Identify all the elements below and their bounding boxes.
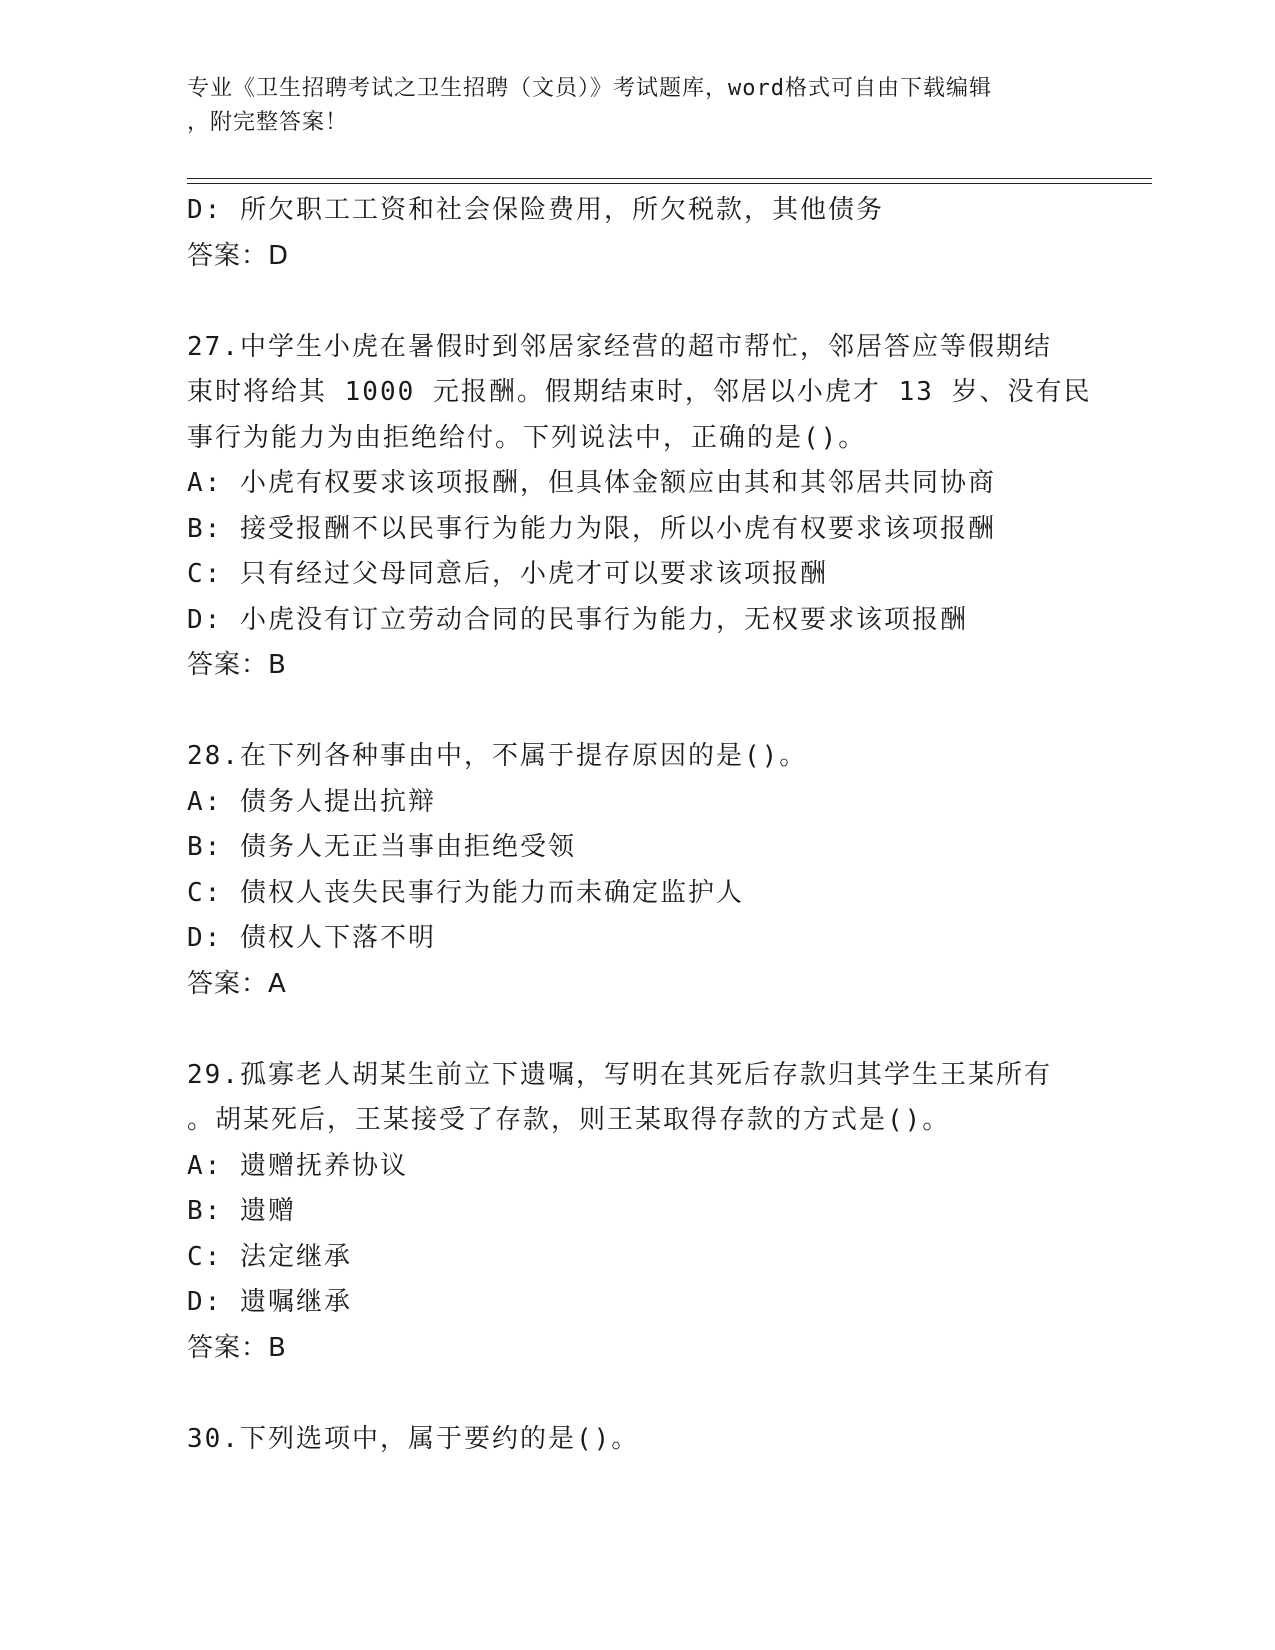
spacer	[187, 689, 1087, 735]
question-29	[187, 1053, 1087, 1372]
option-b: B: 债务人无正当事由拒绝受领	[187, 832, 576, 862]
option-d: D: 债权人下落不明	[187, 923, 436, 953]
prev-answer: 答案：D	[187, 240, 290, 271]
option-b: B: 遗赠	[187, 1196, 296, 1226]
option-d: D: 小虎没有订立劳动合同的民事行为能力，无权要求该项报酬	[187, 604, 968, 635]
spacer	[187, 279, 1087, 325]
option-b: B: 接受报酬不以民事行为能力为限，所以小虎有权要求该项报酬	[187, 513, 996, 544]
question-stem: 27.中学生小虎在暑假时到邻居家经营的超市帮忙，邻居答应等假期结	[187, 331, 1052, 362]
question-stem: 29.孤寡老人胡某生前立下遗嘱，写明在其死后存款归其学生王某所有	[187, 1059, 1052, 1090]
option-a: A: 债务人提出抗辩	[187, 786, 436, 817]
question-30	[187, 1417, 1087, 1463]
question-27	[187, 325, 1092, 689]
answer: 答案：B	[187, 650, 287, 680]
header-divider-bottom	[187, 183, 1152, 184]
question-stem: 束时将给其 1000 元报酬。假期结束时，邻居以小虎才 13 岁、没有民	[187, 377, 1092, 407]
question-28	[187, 734, 1087, 1007]
question-stem: 事行为能力为由拒绝给付。下列说法中，正确的是()。	[187, 422, 867, 453]
header-line-1: 专业《卫生招聘考试之卫生招聘（文员）》考试题库，word格式可自由下载编辑	[187, 76, 992, 101]
header-line-2: ，附完整答案！	[187, 110, 349, 135]
question-stem: 。胡某死后，王某接受了存款，则王某取得存款的方式是()。	[187, 1105, 951, 1135]
option-d: D: 遗嘱继承	[187, 1287, 352, 1317]
spacer	[187, 1007, 1087, 1053]
question-stem: 28.在下列各种事由中，不属于提存原因的是()。	[187, 741, 808, 771]
option-a: A: 遗赠抚养协议	[187, 1150, 408, 1181]
document-header	[187, 72, 1067, 140]
answer: 答案：B	[187, 1332, 287, 1363]
option-c: C: 法定继承	[187, 1241, 352, 1272]
spacer	[187, 1371, 1087, 1417]
option-c: C: 债权人丧失民事行为能力而未确定监护人	[187, 877, 744, 908]
question-stem: 30.下列选项中，属于要约的是()。	[187, 1423, 640, 1454]
prev-option-d: D: 所欠职工工资和社会保险费用，所欠税款，其他债务	[187, 195, 884, 225]
option-c: C: 只有经过父母同意后，小虎才可以要求该项报酬	[187, 559, 828, 589]
question-content	[187, 188, 1092, 1462]
answer: 答案：A	[187, 968, 287, 999]
option-a: A: 小虎有权要求该项报酬，但具体金额应由其和其邻居共同协商	[187, 468, 996, 498]
header-divider-top	[187, 178, 1152, 179]
